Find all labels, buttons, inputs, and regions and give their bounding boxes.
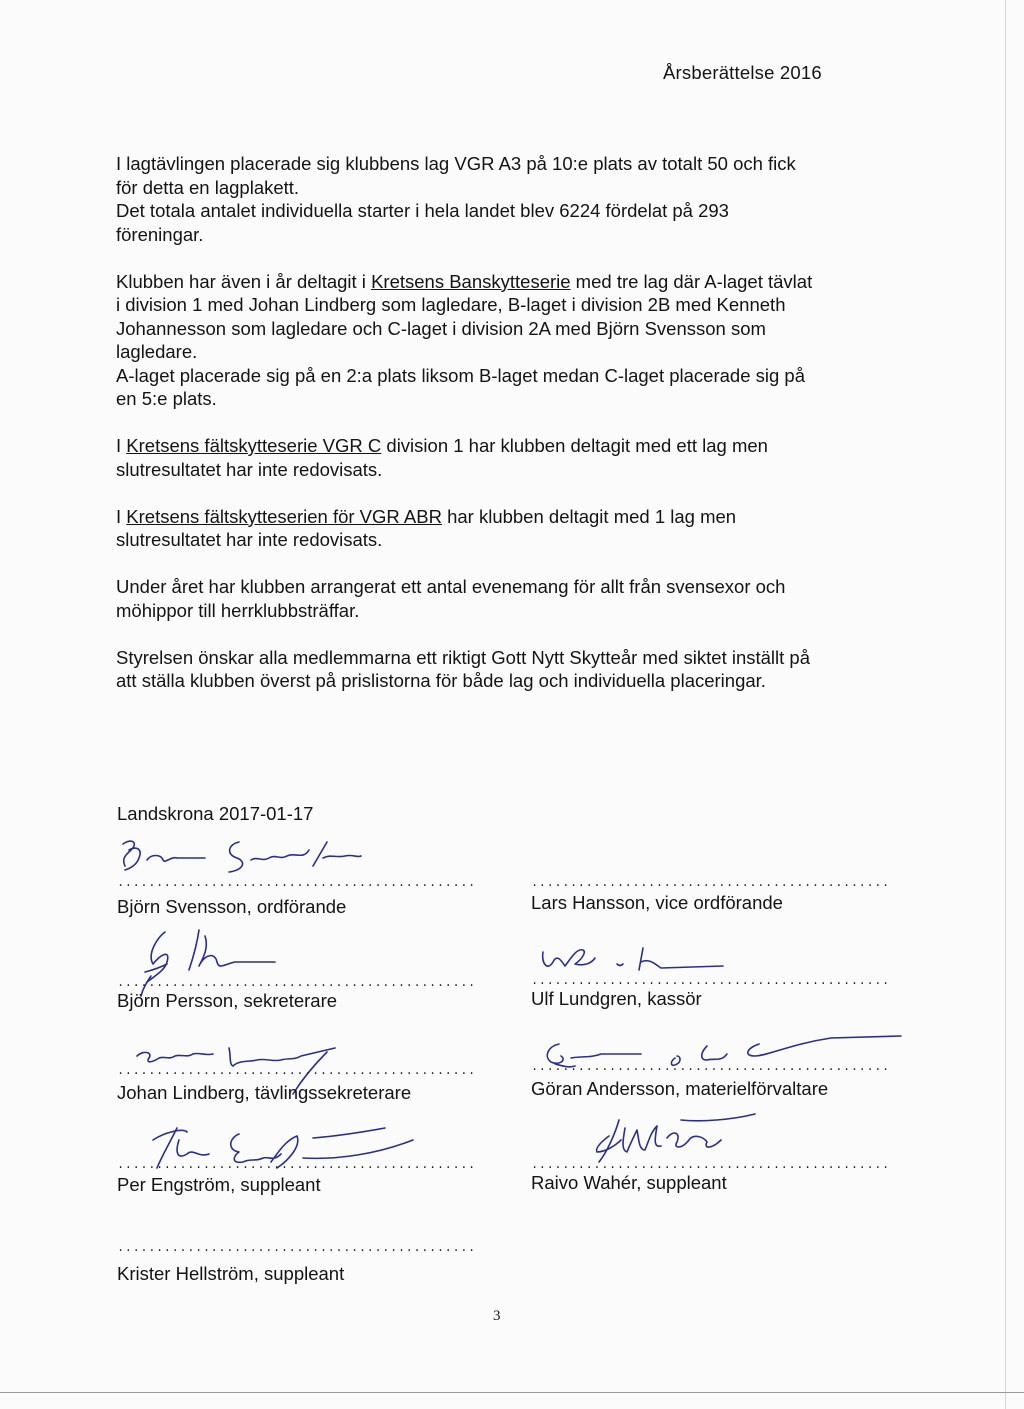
text-line: I lagtävlingen placerade sig klubbens lag VGR A3 på 10:e plats av totalt 50 och fick (116, 153, 796, 174)
underlined-series-name: Kretsens Banskytteserie (371, 270, 571, 292)
signature-line: .............................................. (117, 1241, 476, 1255)
text-line (116, 434, 906, 458)
text-line: Johannesson som lagledare och C-laget i division 2A med Björn Svensson som (116, 317, 766, 339)
signatory-name: Per Engström, suppleant (117, 1174, 321, 1195)
underlined-series-name: Kretsens fältskytteserie VGR C (126, 435, 382, 456)
signature-block-johan-lindberg (117, 1030, 476, 1110)
text-segment: I (116, 435, 127, 456)
text-line: att ställa klubben överst på prislistorna för både lag och individuella placeringar. (116, 670, 766, 691)
signature-line: .............................................. (531, 1158, 890, 1172)
text-line: Styrelsen önskar alla medlemmarna ett riktigt Gott Nytt Skytteår med siktet inställt på (116, 646, 811, 668)
place-date: Landskrona 2017-01-17 (117, 803, 314, 824)
page-number: 3 (493, 1308, 501, 1324)
body-paragraph (116, 646, 906, 693)
text-segment: har klubben deltagit med 1 lag men (441, 505, 737, 527)
text-line: slutresultatet har inte redovisats. (116, 529, 383, 550)
body-paragraph (116, 575, 906, 622)
signature-block-krister-hellstrom (117, 1225, 476, 1305)
text-line (116, 505, 906, 529)
signature-line: .............................................. (531, 974, 890, 988)
body-paragraph (116, 505, 906, 552)
body-text (116, 152, 906, 716)
signatory-name: Krister Hellström, suppleant (117, 1263, 345, 1284)
signature-block-lars-hansson (531, 840, 890, 920)
signatory-name: Lars Hansson, vice ordförande (531, 892, 783, 913)
text-line: lagledare. (116, 341, 198, 362)
signatory-name: Göran Andersson, materielförvaltare (531, 1078, 829, 1099)
signature-line: .............................................. (531, 1060, 890, 1074)
body-paragraph (116, 434, 906, 481)
text-segment: I (116, 505, 127, 527)
body-paragraph (116, 152, 906, 246)
text-line: A-laget placerade sig på en 2:a plats liksom B-laget medan C-laget placerade sig på (116, 364, 806, 386)
signature-line: .............................................. (531, 876, 890, 890)
signature-line: .............................................. (117, 876, 476, 890)
signature-block-ulf-lundgren (531, 940, 890, 1020)
signatory-name: Björn Persson, sekreterare (117, 990, 338, 1011)
signature-block-goran-andersson (531, 1030, 890, 1110)
text-segment: med tre lag där A-laget tävlat (570, 270, 813, 292)
signature-block-bjorn-svensson (117, 840, 476, 920)
text-line: möhippor till herrklubbsträffar. (116, 599, 360, 621)
text-line: i division 1 med Johan Lindberg som lagledare, B-laget i division 2B med Kenneth (116, 294, 786, 315)
signature-block-raivo-waher (531, 1120, 890, 1200)
signatory-name: Björn Svensson, ordförande (117, 896, 347, 917)
text-line: föreningar. (116, 223, 204, 245)
page-edge-bottom (0, 1392, 1024, 1393)
underlined-series-name: Kretsens fältskytteserien för VGR ABR (126, 505, 442, 527)
document-header-title: Årsberättelse 2016 (663, 62, 822, 83)
signature-line: .............................................. (117, 976, 476, 990)
body-paragraph (116, 270, 906, 411)
text-line (116, 270, 906, 294)
page-edge-right (1005, 0, 1006, 1409)
signature-ulf-lundgren (531, 930, 831, 980)
signature-line: .............................................. (117, 1158, 476, 1172)
text-line: slutresultatet har inte redovisats. (116, 458, 383, 480)
signatory-name: Raivo Wahér, suppleant (531, 1172, 727, 1193)
text-segment: division 1 har klubben deltagit med ett lag men (381, 435, 768, 456)
signatory-name: Johan Lindberg, tävlingssekreterare (117, 1082, 412, 1103)
text-line: Det totala antalet individuella starter i hela landet blev 6224 fördelat på 293 (116, 200, 729, 221)
signature-block-bjorn-persson (117, 940, 476, 1020)
text-line: för detta en lagplakett. (116, 176, 300, 198)
signature-line: .............................................. (117, 1064, 476, 1078)
text-line: en 5:e plats. (116, 388, 217, 409)
text-line: Under året har klubben arrangerat ett antal evenemang för allt från svensexor och (116, 576, 786, 597)
text-segment: Klubben har även i år deltagit i (116, 270, 372, 292)
signatory-name: Ulf Lundgren, kassör (531, 988, 702, 1009)
signature-block-per-engstrom (117, 1120, 476, 1200)
